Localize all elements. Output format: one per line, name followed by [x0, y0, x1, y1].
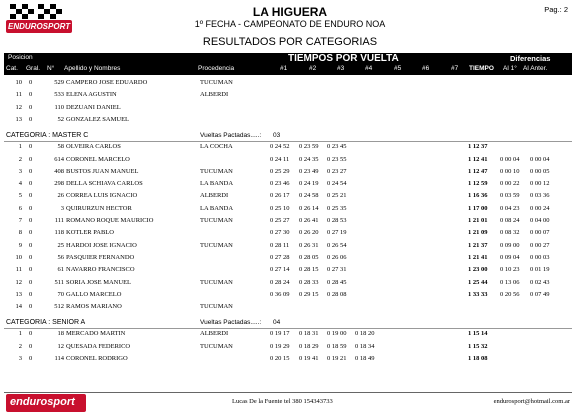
row-cat-pos: 4	[18, 180, 22, 188]
row-cat-pos: 3	[18, 355, 22, 362]
row-name: ELENA AGUSTIN	[66, 91, 117, 99]
row-number: 110	[54, 103, 64, 111]
row-tiempo: 1 25 44	[468, 278, 488, 286]
row-procedencia: TUCUMAN	[200, 167, 233, 175]
footer-logo-text: endurosport	[10, 396, 75, 408]
row-tiempo: 1 12 37	[468, 143, 488, 151]
report-title: RESULTADOS POR CATEGORIAS	[202, 36, 378, 48]
row-cat-pos: 10	[15, 79, 22, 86]
row-tiempo: 1 21 09	[468, 229, 488, 237]
vueltas-label: Vueltas Pactadas.....:	[200, 132, 262, 140]
row-gral-pos: 0	[29, 266, 33, 274]
footer-contact: Lucas De la Fuente tel 380 154343733	[232, 398, 333, 405]
row-lap-1: 0 36 09	[270, 290, 290, 298]
row-name: NAVARRO FRANCISCO	[66, 266, 135, 274]
vueltas-value: 03	[273, 132, 281, 140]
row-number: 56	[57, 253, 64, 261]
row-procedencia: ALBERDI	[200, 192, 229, 200]
row-lap-3: 0 25 35	[327, 204, 347, 212]
row-procedencia: TUCUMAN	[200, 79, 233, 86]
col-posicion: Posicion	[8, 54, 33, 61]
row-lap-1: 0 19 17	[270, 330, 290, 338]
col-lap-1: #1	[280, 65, 288, 72]
row-name: GONZALEZ SAMUEL	[66, 115, 130, 123]
row-lap-3: 0 28 45	[327, 278, 347, 286]
row-gral-pos: 0	[29, 103, 33, 111]
row-lap-1: 0 19 29	[270, 342, 290, 350]
row-lap-2: 0 26 31	[299, 241, 319, 249]
row-al-1: 0 00 10	[500, 167, 520, 175]
row-number: 529	[54, 79, 64, 86]
row-gral-pos: 0	[29, 342, 33, 350]
row-al-anter: 0 04 00	[530, 217, 550, 224]
row-procedencia: TUCUMAN	[200, 303, 233, 311]
row-number: 408	[54, 167, 64, 175]
row-al-anter: 0 02 43	[530, 278, 550, 286]
row-number: 18	[57, 330, 64, 338]
row-lap-2: 0 29 15	[299, 290, 319, 298]
row-name: QUIRURZUN HECTOR	[66, 204, 132, 212]
row-al-1: 0 09 04	[500, 253, 520, 261]
col-lap-4: #4	[365, 65, 373, 72]
row-number: 614	[54, 155, 64, 163]
row-lap-2: 0 24 19	[299, 180, 319, 188]
row-name: CORONEL RODRIGO	[66, 355, 128, 362]
row-number: 298	[54, 180, 64, 188]
row-name: RAMOS MARIANO	[66, 303, 122, 311]
row-cat-pos: 3	[18, 167, 22, 175]
row-name: SORIA JOSE MANUEL	[66, 278, 132, 286]
row-name: OLVEIRA CARLOS	[66, 143, 121, 151]
col-tiempos-por-vuelta: TIEMPOS POR VUELTA	[288, 53, 399, 64]
row-cat-pos: 11	[15, 91, 22, 99]
vueltas-label: Vueltas Pactadas.....:	[200, 319, 262, 327]
row-al-anter: 0 00 27	[530, 241, 550, 249]
row-al-anter: 0 00 07	[530, 229, 550, 237]
row-cat-pos: 9	[18, 241, 22, 249]
row-name: BUSTOS JUAN MANUEL	[66, 167, 139, 175]
row-lap-1: 0 23 46	[270, 180, 290, 188]
row-cat-pos: 11	[15, 266, 22, 274]
row-al-anter: 0 00 03	[530, 253, 550, 261]
row-tiempo: 1 21 01	[468, 217, 488, 224]
row-gral-pos: 0	[29, 241, 33, 249]
row-lap-2: 0 28 15	[299, 266, 319, 274]
row-al-1: 0 09 00	[500, 241, 520, 249]
row-name: CORREA LUIS IGNACIO	[66, 192, 138, 200]
row-lap-1: 0 27 14	[270, 266, 290, 274]
category-divider	[4, 328, 572, 329]
col-lap-2: #2	[309, 65, 317, 72]
row-tiempo: 1 17 00	[468, 204, 488, 212]
row-lap-2: 0 23 59	[299, 143, 319, 151]
row-lap-2: 0 18 29	[299, 342, 319, 350]
row-name: MERCADO MARTIN	[66, 330, 126, 338]
row-al-1: 0 20 56	[500, 290, 520, 298]
row-name: DEZUANI DANIEL	[66, 103, 121, 111]
row-number: 118	[54, 229, 64, 237]
row-lap-3: 0 27 31	[327, 266, 347, 274]
col-tiempo: TIEMPO	[469, 65, 494, 72]
row-procedencia: ALBERDI	[200, 330, 229, 338]
category-title: CATEGORIA : MASTER C	[6, 132, 89, 140]
row-gral-pos: 0	[29, 330, 33, 338]
row-number: 58	[57, 143, 64, 151]
row-cat-pos: 6	[18, 204, 22, 212]
row-tiempo: 1 12 59	[468, 180, 488, 188]
row-gral-pos: 0	[29, 91, 33, 99]
row-tiempo: 1 12 41	[468, 155, 488, 163]
row-number: 3	[60, 204, 64, 212]
row-name: CAMPERO JOSE EDUARDO	[66, 79, 148, 86]
row-al-anter: 0 01 19	[530, 266, 550, 274]
row-lap-3: 0 24 54	[327, 180, 347, 188]
col-lap-3: #3	[337, 65, 345, 72]
row-procedencia: TUCUMAN	[200, 278, 233, 286]
row-lap-1: 0 28 11	[270, 241, 290, 249]
row-lap-3: 0 28 08	[327, 290, 347, 298]
row-number: 61	[57, 266, 64, 274]
category-title: CATEGORIA : SENIOR A	[6, 319, 86, 327]
row-lap-1: 0 28 24	[270, 278, 290, 286]
row-number: 533	[54, 91, 64, 99]
row-lap-1: 0 26 17	[270, 192, 290, 200]
row-lap-2: 0 19 41	[299, 355, 319, 362]
row-gral-pos: 0	[29, 115, 33, 123]
col-al-anter: Al Anter.	[523, 65, 548, 72]
row-number: 511	[54, 278, 64, 286]
row-tiempo: 1 23 00	[468, 266, 488, 274]
row-name: HARDOI JOSE IGNACIO	[66, 241, 137, 249]
row-al-1: 0 13 06	[500, 278, 520, 286]
row-lap-4: 0 18 20	[355, 330, 375, 338]
row-tiempo: 1 21 37	[468, 241, 488, 249]
row-lap-4: 0 18 49	[355, 355, 375, 362]
row-lap-1: 0 27 28	[270, 253, 290, 261]
row-cat-pos: 12	[15, 278, 22, 286]
row-cat-pos: 1	[18, 330, 22, 338]
page-number: Pag.: 2	[544, 5, 568, 14]
col-apellido: Apellido y Nombres	[64, 65, 121, 72]
row-procedencia: TUCUMAN	[200, 217, 233, 224]
row-gral-pos: 0	[29, 167, 33, 175]
row-name: KOTLER PABLO	[66, 229, 114, 237]
row-cat-pos: 14	[15, 303, 22, 311]
row-lap-1: 0 24 52	[270, 143, 290, 151]
col-lap-6: #6	[422, 65, 430, 72]
row-gral-pos: 0	[29, 180, 33, 188]
col-diferencias: Diferencias	[510, 54, 551, 63]
row-lap-2: 0 28 33	[299, 278, 319, 286]
row-number: 114	[54, 355, 64, 362]
row-lap-1: 0 20 15	[270, 355, 290, 362]
row-cat-pos: 2	[18, 155, 22, 163]
row-gral-pos: 0	[29, 229, 33, 237]
footer-email: endurosport@hotmail.com.ar	[493, 398, 570, 405]
row-number: 12	[57, 342, 64, 350]
row-al-1: 0 00 22	[500, 180, 520, 188]
row-number: 52	[57, 115, 64, 123]
row-lap-3: 0 26 54	[327, 241, 347, 249]
row-lap-3: 0 23 45	[327, 143, 347, 151]
category-divider	[4, 141, 572, 142]
row-lap-3: 0 23 27	[327, 167, 347, 175]
col-lap-7: #7	[451, 65, 459, 72]
row-tiempo: 1 15 32	[468, 342, 488, 350]
row-lap-3: 0 27 19	[327, 229, 347, 237]
row-name: ROMANO ROQUE MAURICIO	[66, 217, 154, 224]
row-gral-pos: 0	[29, 303, 33, 311]
row-cat-pos: 1	[18, 143, 22, 151]
row-lap-2: 0 18 31	[299, 330, 319, 338]
row-name: GALLO MARCELO	[66, 290, 122, 298]
row-cat-pos: 2	[18, 342, 22, 350]
row-al-1: 0 08 24	[500, 217, 520, 224]
row-lap-3: 0 26 06	[327, 253, 347, 261]
vueltas-value: 04	[273, 319, 281, 327]
row-al-anter: 0 03 36	[530, 192, 550, 200]
row-lap-2: 0 24 58	[299, 192, 319, 200]
logo-text: ENDUROSPORT	[8, 22, 71, 31]
row-number: 512	[54, 303, 64, 311]
col-cat: Cat.	[6, 65, 18, 72]
row-lap-1: 0 24 11	[270, 155, 290, 163]
event-subtitle: 1º FECHA - CAMPEONATO DE ENDURO NOA	[194, 19, 386, 29]
row-lap-3: 0 19 00	[327, 330, 347, 338]
row-name: DELLA SCHIAVA CARLOS	[66, 180, 143, 188]
row-cat-pos: 8	[18, 229, 22, 237]
row-tiempo: 1 33 33	[468, 290, 488, 298]
row-lap-3: 0 25 21	[327, 192, 347, 200]
row-lap-3: 0 23 55	[327, 155, 347, 163]
row-lap-2: 0 24 35	[299, 155, 319, 163]
row-gral-pos: 0	[29, 204, 33, 212]
row-gral-pos: 0	[29, 253, 33, 261]
row-tiempo: 1 18 08	[468, 355, 488, 362]
row-lap-4: 0 18 34	[355, 342, 375, 350]
row-gral-pos: 0	[29, 143, 33, 151]
col-lap-5: #5	[394, 65, 402, 72]
row-gral-pos: 0	[29, 278, 33, 286]
row-gral-pos: 0	[29, 155, 33, 163]
row-cat-pos: 13	[15, 290, 22, 298]
row-tiempo: 1 21 41	[468, 253, 488, 261]
row-lap-1: 0 25 10	[270, 204, 290, 212]
row-lap-1: 0 25 29	[270, 167, 290, 175]
row-cat-pos: 5	[18, 192, 22, 200]
row-al-1: 0 03 59	[500, 192, 520, 200]
row-name: PASQUIER FERNANDO	[66, 253, 135, 261]
row-procedencia: ALBERDI	[200, 91, 229, 99]
row-gral-pos: 0	[29, 192, 33, 200]
row-al-1: 0 10 23	[500, 266, 520, 274]
row-cat-pos: 13	[15, 115, 22, 123]
row-lap-2: 0 28 05	[299, 253, 319, 261]
row-lap-2: 0 26 20	[299, 229, 319, 237]
row-tiempo: 1 16 36	[468, 192, 488, 200]
row-lap-3: 0 19 21	[327, 355, 347, 362]
row-procedencia: TUCUMAN	[200, 241, 233, 249]
footer-logo	[6, 394, 86, 412]
row-al-1: 0 08 32	[500, 229, 520, 237]
row-al-anter: 0 00 04	[530, 155, 550, 163]
row-lap-2: 0 26 14	[299, 204, 319, 212]
row-lap-1: 0 25 27	[270, 217, 290, 224]
event-title: LA HIGUERA	[252, 5, 328, 19]
column-header-bar	[4, 53, 572, 75]
row-name: QUESADA FEDERICO	[66, 342, 131, 350]
row-al-anter: 0 00 12	[530, 180, 550, 188]
row-tiempo: 1 15 14	[468, 330, 488, 338]
row-lap-2: 0 23 49	[299, 167, 319, 175]
row-al-anter: 0 00 05	[530, 167, 550, 175]
row-procedencia: TUCUMAN	[200, 342, 233, 350]
col-procedencia: Procedencia	[198, 65, 235, 72]
col-gral: Gral.	[26, 65, 41, 72]
row-al-1: 0 04 23	[500, 204, 520, 212]
row-name: CORONEL MARCELO	[66, 155, 130, 163]
row-gral-pos: 0	[29, 355, 33, 362]
row-procedencia: LA COCHA	[200, 143, 233, 151]
row-lap-1: 0 27 30	[270, 229, 290, 237]
row-al-anter: 0 00 24	[530, 204, 550, 212]
col-al-1: Al 1°	[503, 65, 517, 72]
row-al-anter: 0 07 49	[530, 290, 550, 298]
col-num: N°	[47, 65, 55, 72]
footer-divider	[4, 392, 572, 393]
row-tiempo: 1 12 47	[468, 167, 488, 175]
row-lap-3: 0 18 59	[327, 342, 347, 350]
row-gral-pos: 0	[29, 290, 33, 298]
row-cat-pos: 12	[15, 103, 22, 111]
row-number: 25	[57, 241, 64, 249]
row-al-1: 0 00 04	[500, 155, 520, 163]
row-procedencia: LA BANDA	[200, 180, 234, 188]
row-number: 70	[57, 290, 64, 298]
row-gral-pos: 0	[29, 79, 33, 86]
row-cat-pos: 7	[18, 217, 22, 224]
row-lap-2: 0 26 41	[299, 217, 319, 224]
row-cat-pos: 10	[15, 253, 22, 261]
row-procedencia: LA BANDA	[200, 204, 234, 212]
row-gral-pos: 0	[29, 217, 33, 224]
row-number: 111	[54, 217, 64, 224]
row-number: 26	[57, 192, 64, 200]
row-lap-3: 0 28 53	[327, 217, 347, 224]
